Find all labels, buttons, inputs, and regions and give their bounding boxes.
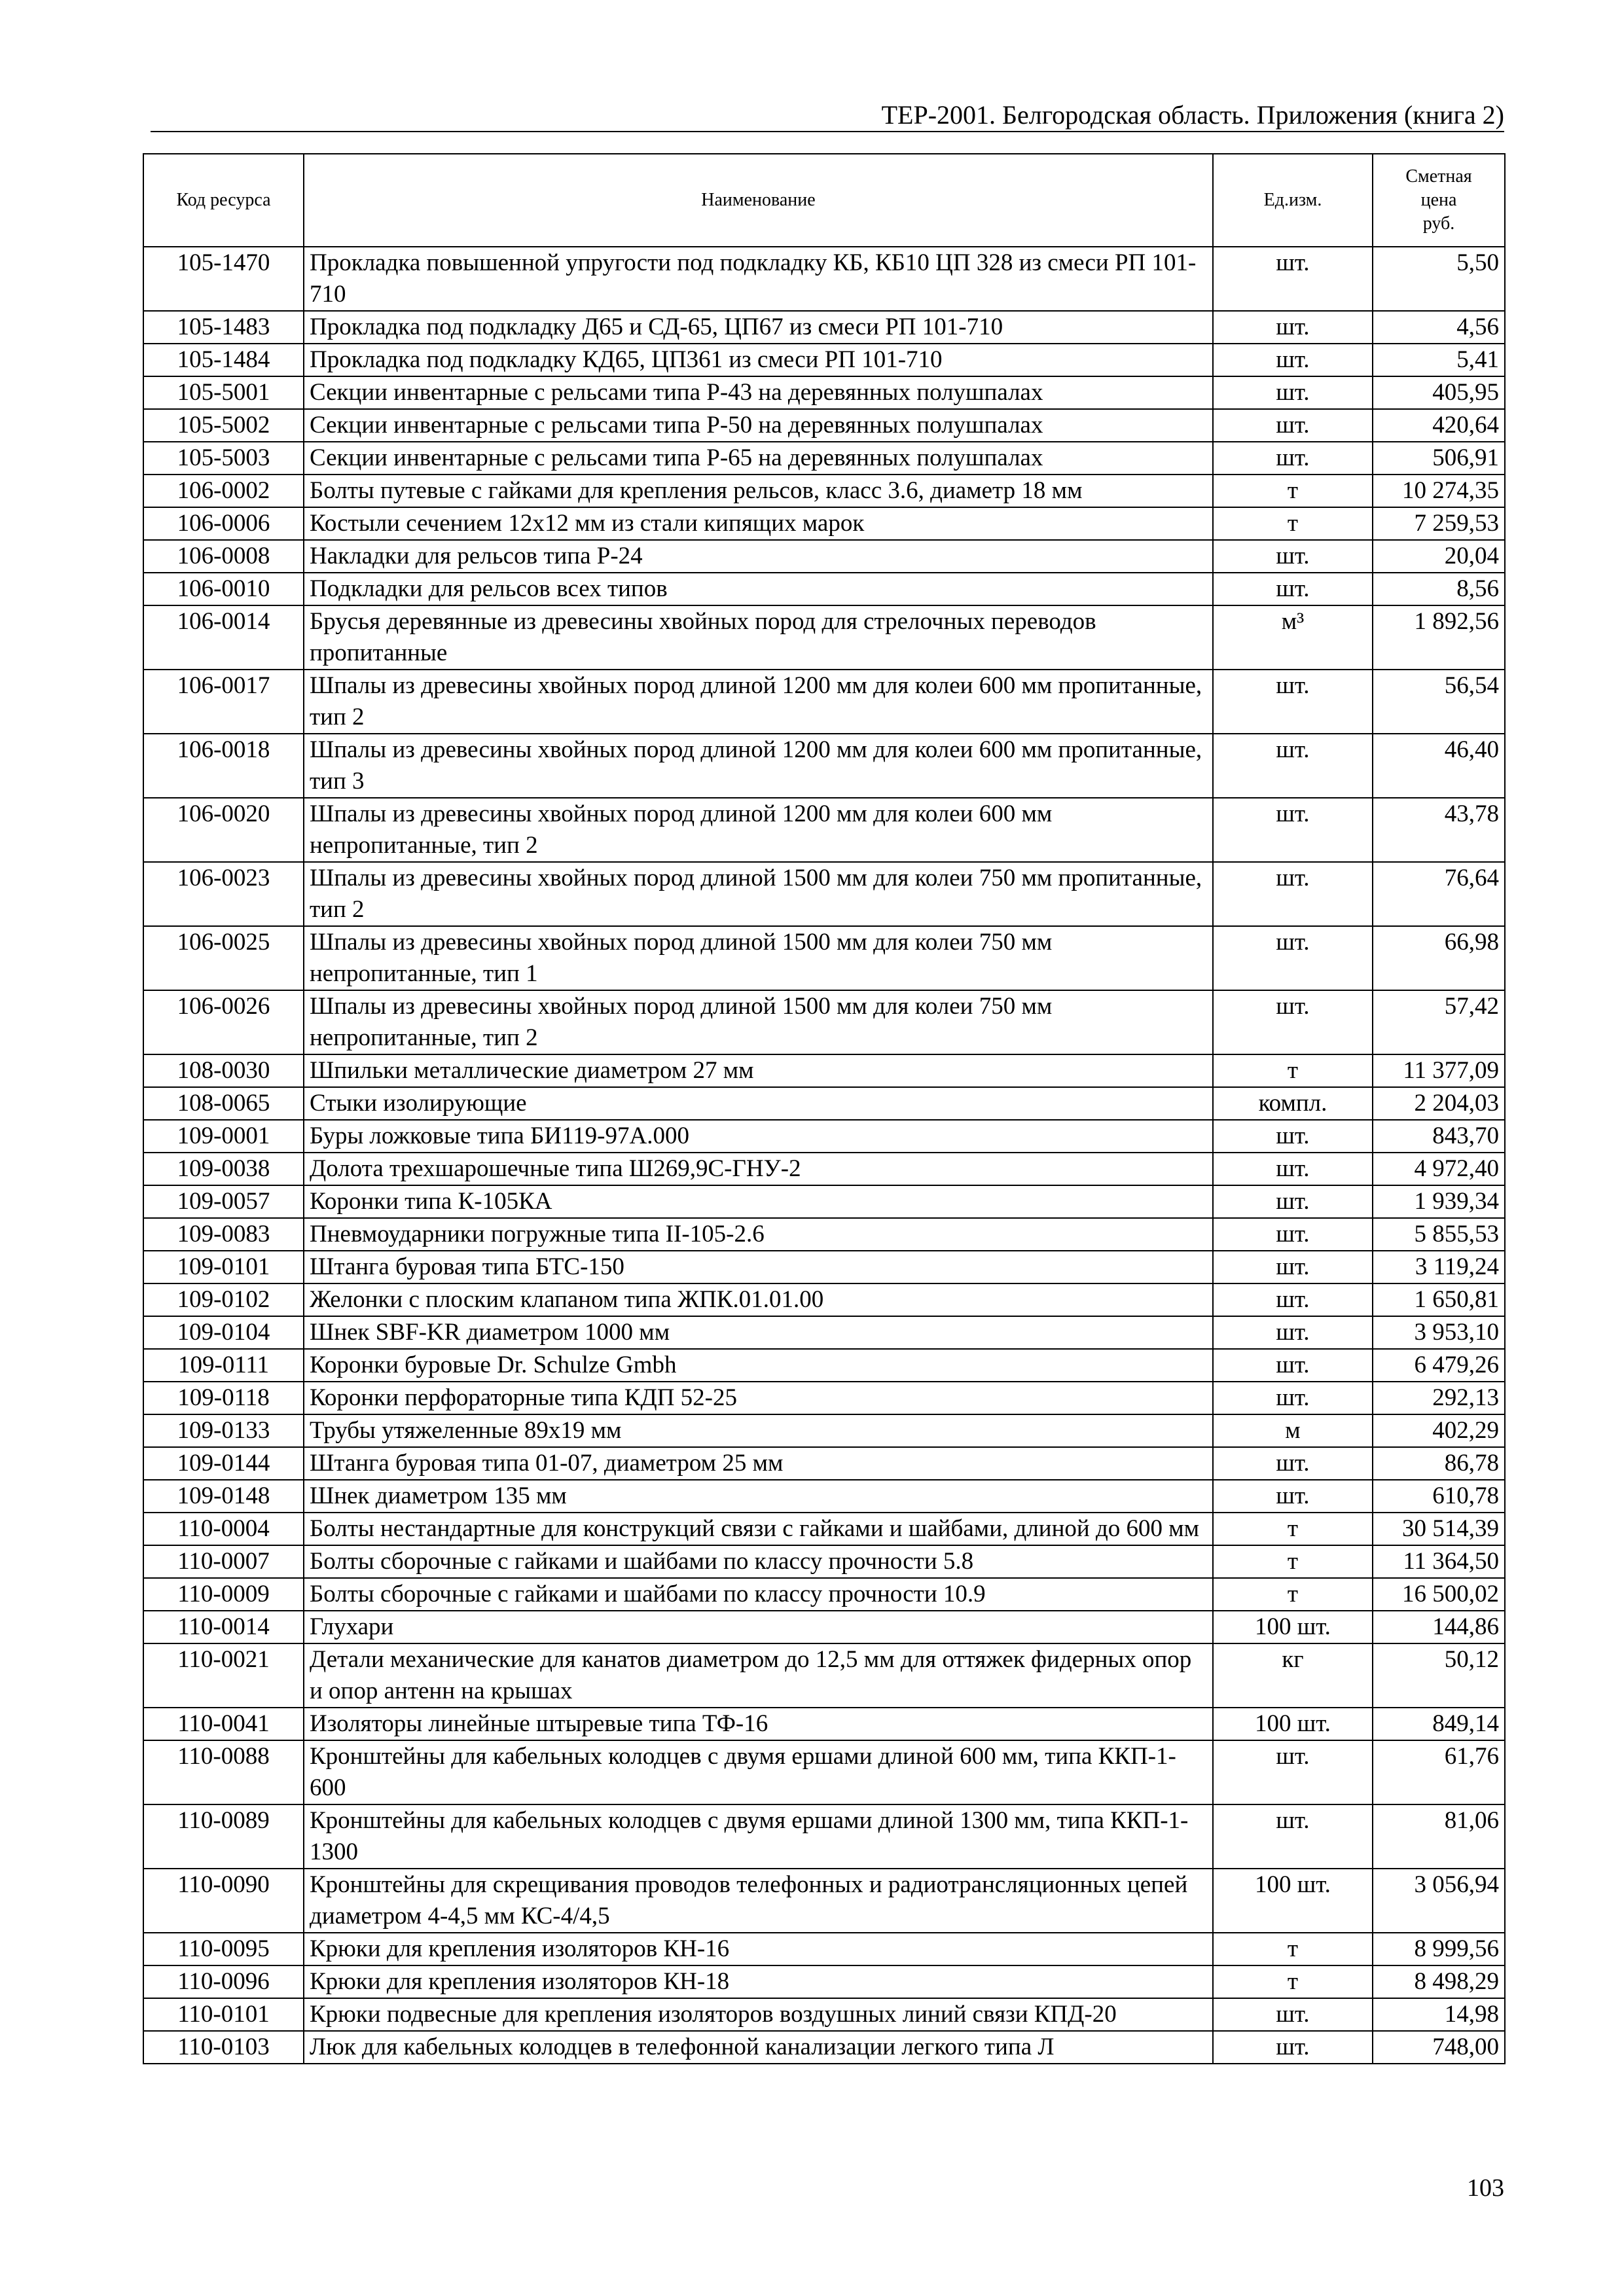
cell-name: Крюки для крепления изоляторов КН-16 (304, 1933, 1213, 1965)
table-body (143, 247, 1505, 2064)
cell-unit: шт. (1213, 247, 1373, 311)
cell-code: 110-0014 (143, 1611, 304, 1643)
table-row (143, 1185, 1505, 1218)
cell-name: Трубы утяжеленные 89х19 мм (304, 1414, 1213, 1447)
cell-unit: шт. (1213, 344, 1373, 376)
cell-name: Пневмоударники погружные типа II-105-2.6 (304, 1218, 1213, 1251)
cell-unit: 100 шт. (1213, 1708, 1373, 1740)
cell-name: Секции инвентарные с рельсами типа Р-65 на деревянных полушпалах (304, 442, 1213, 475)
cell-code: 106-0023 (143, 862, 304, 926)
cell-unit: м (1213, 1414, 1373, 1447)
cell-name: Брусья деревянные из древесины хвойных пород для стрелочных переводов пропитанные (304, 605, 1213, 670)
cell-code: 105-5002 (143, 409, 304, 442)
cell-price: 8,56 (1373, 573, 1505, 605)
table-row (143, 1804, 1505, 1869)
cell-unit: шт. (1213, 926, 1373, 990)
table-row (143, 409, 1505, 442)
cell-unit: шт. (1213, 2031, 1373, 2064)
column-header-unit: Ед.изм. (1213, 154, 1373, 247)
table-row (143, 1869, 1505, 1933)
cell-name: Болты путевые с гайками для крепления рельсов, класс 3.6, диаметр 18 мм (304, 475, 1213, 507)
cell-name: Штанга буровая типа 01-07, диаметром 25 мм (304, 1447, 1213, 1480)
cell-price: 8 999,56 (1373, 1933, 1505, 1965)
cell-unit: шт. (1213, 1382, 1373, 1414)
table-row (143, 1414, 1505, 1447)
cell-name: Штанга буровая типа БТС-150 (304, 1251, 1213, 1283)
cell-unit: шт. (1213, 1447, 1373, 1480)
cell-price: 86,78 (1373, 1447, 1505, 1480)
table-row (143, 540, 1505, 573)
cell-name: Кронштейны для кабельных колодцев с двумя ершами длиной 600 мм, типа ККП-1-600 (304, 1740, 1213, 1804)
cell-unit: т (1213, 1545, 1373, 1578)
cell-unit: т (1213, 1933, 1373, 1965)
cell-name: Подкладки для рельсов всех типов (304, 573, 1213, 605)
table-row (143, 475, 1505, 507)
cell-code: 108-0065 (143, 1087, 304, 1120)
cell-name: Стыки изолирующие (304, 1087, 1213, 1120)
cell-unit: шт. (1213, 1740, 1373, 1804)
cell-unit: шт. (1213, 1218, 1373, 1251)
table-row (143, 1740, 1505, 1804)
cell-price: 849,14 (1373, 1708, 1505, 1740)
column-header-name: Наименование (304, 154, 1213, 247)
cell-unit: шт. (1213, 311, 1373, 344)
cell-unit: шт. (1213, 862, 1373, 926)
table-row (143, 1251, 1505, 1283)
cell-code: 106-0018 (143, 734, 304, 798)
cell-code: 109-0144 (143, 1447, 304, 1480)
column-header-price-line3: руб. (1422, 213, 1455, 234)
cell-unit: т (1213, 1578, 1373, 1611)
table-row (143, 247, 1505, 311)
cell-price: 506,91 (1373, 442, 1505, 475)
cell-code: 110-0021 (143, 1643, 304, 1708)
cell-price: 7 259,53 (1373, 507, 1505, 540)
cell-code: 105-1483 (143, 311, 304, 344)
cell-code: 105-5001 (143, 376, 304, 409)
cell-code: 108-0030 (143, 1054, 304, 1087)
cell-price: 144,86 (1373, 1611, 1505, 1643)
cell-unit: шт. (1213, 573, 1373, 605)
cell-code: 110-0009 (143, 1578, 304, 1611)
cell-code: 106-0006 (143, 507, 304, 540)
cell-name: Шпалы из древесины хвойных пород длиной 1200 мм для колеи 600 мм пропитанные, тип 2 (304, 670, 1213, 734)
cell-name: Желонки с плоским клапаном типа ЖПК.01.01.00 (304, 1283, 1213, 1316)
table-row (143, 1087, 1505, 1120)
cell-price: 3 953,10 (1373, 1316, 1505, 1349)
cell-name: Болты сборочные с гайками и шайбами по классу прочности 10.9 (304, 1578, 1213, 1611)
cell-code: 106-0008 (143, 540, 304, 573)
cell-price: 6 479,26 (1373, 1349, 1505, 1382)
cell-price: 76,64 (1373, 862, 1505, 926)
cell-code: 109-0133 (143, 1414, 304, 1447)
cell-price: 4,56 (1373, 311, 1505, 344)
cell-unit: шт. (1213, 734, 1373, 798)
cell-code: 110-0095 (143, 1933, 304, 1965)
cell-unit: 100 шт. (1213, 1611, 1373, 1643)
cell-code: 109-0083 (143, 1218, 304, 1251)
table-row (143, 1611, 1505, 1643)
table-row (143, 734, 1505, 798)
cell-price: 2 204,03 (1373, 1087, 1505, 1120)
cell-code: 109-0102 (143, 1283, 304, 1316)
cell-code: 109-0101 (143, 1251, 304, 1283)
cell-code: 110-0088 (143, 1740, 304, 1804)
cell-code: 110-0089 (143, 1804, 304, 1869)
table-row (143, 1513, 1505, 1545)
cell-code: 109-0001 (143, 1120, 304, 1153)
cell-name: Детали механические для канатов диаметром до 12,5 мм для оттяжек фидерных опор и опор антенн на крышах (304, 1643, 1213, 1708)
cell-code: 106-0026 (143, 990, 304, 1054)
table-row (143, 1382, 1505, 1414)
cell-unit: шт. (1213, 409, 1373, 442)
table-row (143, 1054, 1505, 1087)
cell-code: 106-0010 (143, 573, 304, 605)
cell-unit: т (1213, 1054, 1373, 1087)
cell-name: Болты сборочные с гайками и шайбами по классу прочности 5.8 (304, 1545, 1213, 1578)
table-row (143, 926, 1505, 990)
cell-code: 110-0090 (143, 1869, 304, 1933)
cell-price: 3 119,24 (1373, 1251, 1505, 1283)
cell-unit: кг (1213, 1643, 1373, 1708)
cell-price: 610,78 (1373, 1480, 1505, 1513)
table-row (143, 1153, 1505, 1185)
cell-name: Буры ложковые типа БИ119-97А.000 (304, 1120, 1213, 1153)
cell-name: Прокладка под подкладку Д65 и СД-65, ЦП67 из смеси РП 101-710 (304, 311, 1213, 344)
cell-price: 14,98 (1373, 1998, 1505, 2031)
cell-name: Шнек диаметром 135 мм (304, 1480, 1213, 1513)
column-header-price (1373, 154, 1505, 247)
table-row (143, 2031, 1505, 2064)
cell-name: Крюки для крепления изоляторов КН-18 (304, 1965, 1213, 1998)
cell-name: Накладки для рельсов типа Р-24 (304, 540, 1213, 573)
cell-unit: шт. (1213, 798, 1373, 862)
cell-unit: шт. (1213, 1120, 1373, 1153)
page-header-title: ТЕР-2001. Белгородская область. Приложения (книга 2) (881, 100, 1504, 130)
cell-price: 11 377,09 (1373, 1054, 1505, 1087)
table-row (143, 798, 1505, 862)
table-row (143, 1120, 1505, 1153)
cell-price: 402,29 (1373, 1414, 1505, 1447)
table-row (143, 862, 1505, 926)
cell-price: 61,76 (1373, 1740, 1505, 1804)
cell-name: Долота трехшарошечные типа Ш269,9С-ГНУ-2 (304, 1153, 1213, 1185)
cell-unit: шт. (1213, 540, 1373, 573)
header-rule (151, 131, 1504, 132)
table-row (143, 1283, 1505, 1316)
cell-code: 106-0020 (143, 798, 304, 862)
cell-name: Шпалы из древесины хвойных пород длиной 1500 мм для колеи 750 мм непропитанные, тип 1 (304, 926, 1213, 990)
cell-unit: шт. (1213, 1283, 1373, 1316)
table-row (143, 311, 1505, 344)
page-number: 103 (1467, 2174, 1504, 2202)
table-row (143, 1349, 1505, 1382)
cell-code: 105-1470 (143, 247, 304, 311)
cell-price: 81,06 (1373, 1804, 1505, 1869)
cell-price: 748,00 (1373, 2031, 1505, 2064)
cell-unit: шт. (1213, 1804, 1373, 1869)
cell-code: 109-0057 (143, 1185, 304, 1218)
cell-name: Крюки подвесные для крепления изоляторов воздушных линий связи КПД-20 (304, 1998, 1213, 2031)
column-header-price-line1: Сметная (1405, 166, 1472, 187)
table-row (143, 376, 1505, 409)
cell-name: Кронштейны для скрещивания проводов телефонных и радиотрансляционных цепей диаметром 4-4,5 мм КС-4/4,5 (304, 1869, 1213, 1933)
table-row (143, 344, 1505, 376)
table-row (143, 573, 1505, 605)
column-header-price-line2: цена (1420, 190, 1457, 210)
cell-code: 106-0017 (143, 670, 304, 734)
table-header-row (143, 154, 1505, 247)
table-row (143, 1933, 1505, 1965)
table-row (143, 442, 1505, 475)
cell-unit: т (1213, 1965, 1373, 1998)
cell-price: 4 972,40 (1373, 1153, 1505, 1185)
cell-name: Шпалы из древесины хвойных пород длиной 1500 мм для колеи 750 мм непропитанные, тип 2 (304, 990, 1213, 1054)
cell-name: Глухари (304, 1611, 1213, 1643)
cell-unit: т (1213, 1513, 1373, 1545)
cell-unit: шт. (1213, 1998, 1373, 2031)
cell-unit: шт. (1213, 1251, 1373, 1283)
table-row (143, 1708, 1505, 1740)
cell-code: 110-0103 (143, 2031, 304, 2064)
cell-unit: шт. (1213, 1349, 1373, 1382)
column-header-code: Код ресурса (143, 154, 304, 247)
cell-price: 5,50 (1373, 247, 1505, 311)
cell-code: 105-5003 (143, 442, 304, 475)
cell-price: 16 500,02 (1373, 1578, 1505, 1611)
cell-code: 106-0002 (143, 475, 304, 507)
cell-price: 5 855,53 (1373, 1218, 1505, 1251)
cell-unit: шт. (1213, 1153, 1373, 1185)
cell-name: Коронки типа К-105КА (304, 1185, 1213, 1218)
cell-name: Шпалы из древесины хвойных пород длиной 1500 мм для колеи 750 мм пропитанные, тип 2 (304, 862, 1213, 926)
cell-price: 8 498,29 (1373, 1965, 1505, 1998)
cell-code: 109-0118 (143, 1382, 304, 1414)
cell-price: 5,41 (1373, 344, 1505, 376)
cell-code: 110-0101 (143, 1998, 304, 2031)
cell-name: Коронки буровые Dr. Schulze Gmbh (304, 1349, 1213, 1382)
cell-price: 57,42 (1373, 990, 1505, 1054)
cell-unit: шт. (1213, 1480, 1373, 1513)
cell-price: 292,13 (1373, 1382, 1505, 1414)
table-row (143, 1545, 1505, 1578)
cell-unit: шт. (1213, 376, 1373, 409)
cell-price: 1 892,56 (1373, 605, 1505, 670)
cell-unit: шт. (1213, 1185, 1373, 1218)
cell-unit: м³ (1213, 605, 1373, 670)
cell-name: Коронки перфораторные типа КДП 52-25 (304, 1382, 1213, 1414)
table-row (143, 507, 1505, 540)
cell-unit: 100 шт. (1213, 1869, 1373, 1933)
cell-name: Изоляторы линейные штыревые типа ТФ-16 (304, 1708, 1213, 1740)
cell-price: 66,98 (1373, 926, 1505, 990)
table-row (143, 1447, 1505, 1480)
cell-unit: т (1213, 507, 1373, 540)
cell-price: 46,40 (1373, 734, 1505, 798)
cell-name: Шпильки металлические диаметром 27 мм (304, 1054, 1213, 1087)
cell-code: 106-0014 (143, 605, 304, 670)
table-row (143, 670, 1505, 734)
cell-name: Болты нестандартные для конструкций связи с гайками и шайбами, длиной до 600 мм (304, 1513, 1213, 1545)
cell-name: Шпалы из древесины хвойных пород длиной 1200 мм для колеи 600 мм непропитанные, тип 2 (304, 798, 1213, 862)
table-row (143, 990, 1505, 1054)
cell-price: 3 056,94 (1373, 1869, 1505, 1933)
cell-unit: компл. (1213, 1087, 1373, 1120)
table-row (143, 1643, 1505, 1708)
cell-price: 11 364,50 (1373, 1545, 1505, 1578)
cell-price: 56,54 (1373, 670, 1505, 734)
cell-price: 43,78 (1373, 798, 1505, 862)
cell-unit: шт. (1213, 1316, 1373, 1349)
cell-price: 50,12 (1373, 1643, 1505, 1708)
cell-name: Люк для кабельных колодцев в телефонной канализации легкого типа Л (304, 2031, 1213, 2064)
cell-code: 110-0007 (143, 1545, 304, 1578)
cell-code: 109-0148 (143, 1480, 304, 1513)
cell-unit: шт. (1213, 442, 1373, 475)
cell-code: 109-0104 (143, 1316, 304, 1349)
cell-price: 20,04 (1373, 540, 1505, 573)
cell-code: 109-0111 (143, 1349, 304, 1382)
table-row (143, 1316, 1505, 1349)
table-row (143, 1965, 1505, 1998)
cell-name: Прокладка повышенной упругости под подкладку КБ, КБ10 ЦП 328 из смеси РП 101-710 (304, 247, 1213, 311)
cell-code: 110-0041 (143, 1708, 304, 1740)
cell-name: Секции инвентарные с рельсами типа Р-43 на деревянных полушпалах (304, 376, 1213, 409)
cell-price: 405,95 (1373, 376, 1505, 409)
cell-name: Кронштейны для кабельных колодцев с двумя ершами длиной 1300 мм, типа ККП-1-1300 (304, 1804, 1213, 1869)
cell-code: 110-0004 (143, 1513, 304, 1545)
cell-name: Костыли сечением 12х12 мм из стали кипящих марок (304, 507, 1213, 540)
table-row (143, 605, 1505, 670)
cell-code: 109-0038 (143, 1153, 304, 1185)
table-row (143, 1480, 1505, 1513)
cell-name: Прокладка под подкладку КД65, ЦП361 из смеси РП 101-710 (304, 344, 1213, 376)
cell-price: 1 650,81 (1373, 1283, 1505, 1316)
cell-price: 30 514,39 (1373, 1513, 1505, 1545)
cell-name: Шпалы из древесины хвойных пород длиной 1200 мм для колеи 600 мм пропитанные, тип 3 (304, 734, 1213, 798)
cell-price: 420,64 (1373, 409, 1505, 442)
resource-price-table (143, 153, 1506, 2064)
cell-price: 843,70 (1373, 1120, 1505, 1153)
table-row (143, 1998, 1505, 2031)
cell-name: Шнек SBF-KR диаметром 1000 мм (304, 1316, 1213, 1349)
cell-unit: т (1213, 475, 1373, 507)
cell-code: 105-1484 (143, 344, 304, 376)
cell-unit: шт. (1213, 670, 1373, 734)
cell-price: 10 274,35 (1373, 475, 1505, 507)
cell-name: Секции инвентарные с рельсами типа Р-50 на деревянных полушпалах (304, 409, 1213, 442)
cell-code: 106-0025 (143, 926, 304, 990)
table-row (143, 1218, 1505, 1251)
cell-price: 1 939,34 (1373, 1185, 1505, 1218)
table-row (143, 1578, 1505, 1611)
cell-code: 110-0096 (143, 1965, 304, 1998)
cell-unit: шт. (1213, 990, 1373, 1054)
